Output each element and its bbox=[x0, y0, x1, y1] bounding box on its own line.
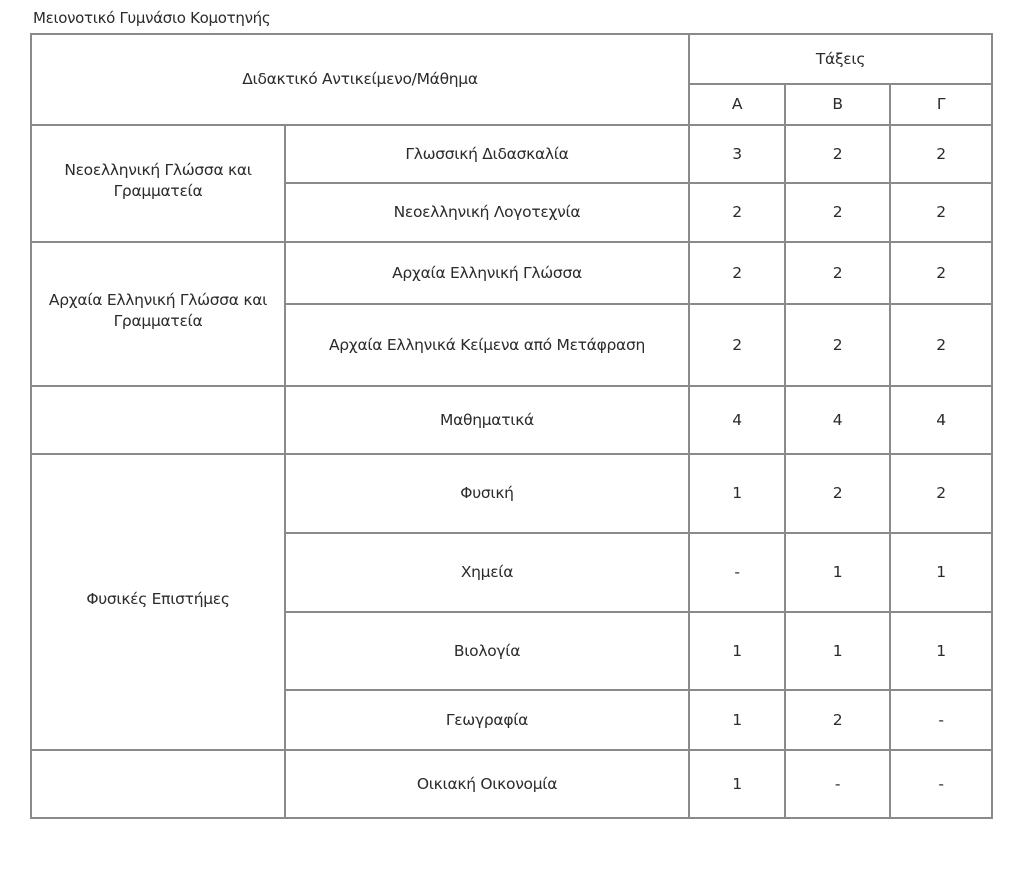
classes-header: Τάξεις bbox=[689, 34, 992, 84]
hours-cell-b: 1 bbox=[785, 533, 890, 612]
table-row bbox=[31, 125, 992, 183]
hours-cell-c: - bbox=[890, 690, 992, 750]
hours-cell-c: 2 bbox=[890, 125, 992, 183]
subject-cell: Νεοελληνική Λογοτεχνία bbox=[285, 183, 689, 242]
group-cell: Νεοελληνική Γλώσσα και Γραμματεία bbox=[31, 125, 285, 242]
subject-cell: Οικιακή Οικονομία bbox=[285, 750, 689, 818]
group-cell: Αρχαία Ελληνική Γλώσσα και Γραμματεία bbox=[31, 242, 285, 386]
hours-cell-a: - bbox=[689, 533, 785, 612]
hours-cell-a: 1 bbox=[689, 690, 785, 750]
hours-cell-b: 2 bbox=[785, 454, 890, 533]
subject-cell: Μαθηματικά bbox=[285, 386, 689, 454]
group-cell bbox=[31, 386, 285, 454]
subject-header: Διδακτικό Αντικείμενο/Μάθημα bbox=[31, 34, 689, 125]
table-row bbox=[31, 242, 992, 304]
hours-cell-c: - bbox=[890, 750, 992, 818]
hours-cell-a: 3 bbox=[689, 125, 785, 183]
group-cell: Φυσικές Επιστήμες bbox=[31, 454, 285, 750]
class-header-b: Β bbox=[785, 84, 890, 125]
timetable bbox=[30, 33, 993, 819]
subject-cell: Χημεία bbox=[285, 533, 689, 612]
class-header-c: Γ bbox=[890, 84, 992, 125]
hours-cell-c: 2 bbox=[890, 242, 992, 304]
hours-cell-a: 1 bbox=[689, 454, 785, 533]
group-cell bbox=[31, 750, 285, 818]
subject-cell: Γλωσσική Διδασκαλία bbox=[285, 125, 689, 183]
class-header-a: Α bbox=[689, 84, 785, 125]
table-caption: Μειονοτικό Γυμνάσιο Κομοτηνής bbox=[33, 9, 271, 27]
hours-cell-c: 1 bbox=[890, 533, 992, 612]
hours-cell-b: 2 bbox=[785, 183, 890, 242]
hours-cell-b: 2 bbox=[785, 125, 890, 183]
subject-cell: Αρχαία Ελληνική Γλώσσα bbox=[285, 242, 689, 304]
hours-cell-b: 1 bbox=[785, 612, 890, 690]
subject-cell: Φυσική bbox=[285, 454, 689, 533]
hours-cell-b: - bbox=[785, 750, 890, 818]
table-row bbox=[31, 386, 992, 454]
hours-cell-b: 2 bbox=[785, 242, 890, 304]
hours-cell-a: 2 bbox=[689, 242, 785, 304]
subject-cell: Αρχαία Ελληνικά Κείμενα από Μετάφραση bbox=[285, 304, 689, 386]
hours-cell-c: 2 bbox=[890, 183, 992, 242]
table-row bbox=[31, 454, 992, 533]
hours-cell-a: 2 bbox=[689, 304, 785, 386]
subject-cell: Βιολογία bbox=[285, 612, 689, 690]
hours-cell-c: 4 bbox=[890, 386, 992, 454]
hours-cell-a: 1 bbox=[689, 750, 785, 818]
hours-cell-b: 2 bbox=[785, 304, 890, 386]
hours-cell-c: 2 bbox=[890, 304, 992, 386]
subject-cell: Γεωγραφία bbox=[285, 690, 689, 750]
hours-cell-a: 2 bbox=[689, 183, 785, 242]
header-row-1 bbox=[31, 34, 992, 84]
hours-cell-c: 2 bbox=[890, 454, 992, 533]
hours-cell-b: 4 bbox=[785, 386, 890, 454]
table-row bbox=[31, 750, 992, 818]
hours-cell-a: 4 bbox=[689, 386, 785, 454]
hours-cell-a: 1 bbox=[689, 612, 785, 690]
hours-cell-c: 1 bbox=[890, 612, 992, 690]
hours-cell-b: 2 bbox=[785, 690, 890, 750]
